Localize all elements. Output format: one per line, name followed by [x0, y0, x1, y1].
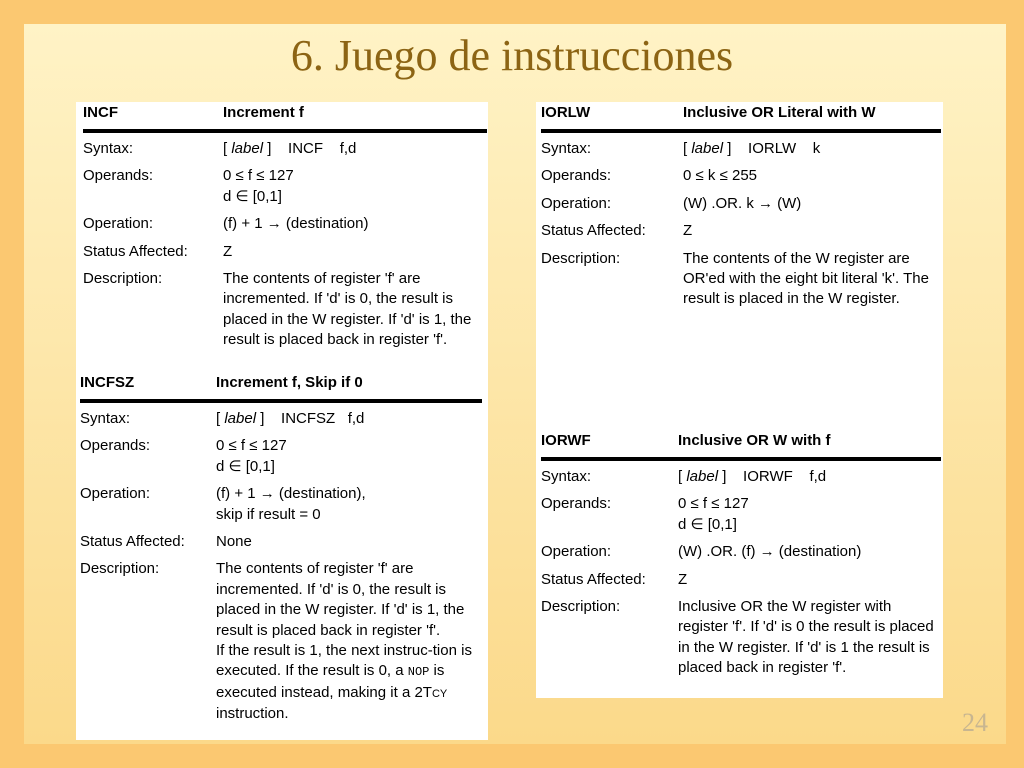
incfsz-syntax-label: Syntax: — [80, 410, 131, 427]
incfsz-syntax-rest: ] INCFSZ f,d — [256, 410, 365, 427]
incf-operation-label: Operation: — [83, 215, 154, 233]
incfsz-description-text: The contents of register 'f' are incremented. If 'd' is 0, the result is placed in the W register. If 'd' is 1, the result is placed back in register 'f'. If the result is 1, the next instruc-tion is executed. If the result is 0, a — [216, 560, 472, 680]
iorwf-mnemonic: IORWF — [541, 432, 591, 449]
iorwf-operands-value: 0 ≤ f ≤ 127 d ∈ [0,1] — [678, 495, 749, 533]
incf-syntax-open: [ — [223, 140, 232, 157]
incf-description-row — [83, 269, 487, 351]
iorwf-status-value: Z — [678, 570, 688, 588]
iorlw-operation-value: (W) .OR. k → (W) — [683, 194, 802, 212]
incf-mnemonic: INCF — [83, 104, 118, 121]
iorlw-mnemonic: IORLW — [541, 104, 591, 121]
incf-syntax-row — [83, 139, 487, 159]
iorwf-operands-row — [541, 494, 941, 535]
iorwf-status-label: Status Affected: — [541, 570, 646, 588]
iorwf-name: Inclusive OR W with f — [678, 432, 831, 449]
incfsz-description-label: Description: — [80, 560, 160, 578]
incf-rule — [83, 129, 487, 133]
incf-name: Increment f — [223, 104, 304, 121]
incf-status-row — [83, 242, 487, 262]
iorwf-block — [541, 430, 941, 686]
incf-description-value: The contents of register 'f' are incremented. If 'd' is 0, the result is placed in the W register. If 'd' is 1, the result is placed back in register 'f'. — [223, 270, 472, 349]
iorlw-syntax-row — [541, 139, 941, 159]
slide-title: 6. Juego de instrucciones — [290, 31, 734, 80]
right-instruction-panel — [536, 102, 943, 698]
iorlw-description-label: Description: — [541, 249, 621, 267]
incf-syntax-rest: ] INCF f,d — [263, 140, 357, 157]
iorwf-header — [541, 430, 941, 454]
incf-status-value: Z — [223, 242, 233, 260]
iorwf-syntax-label: Syntax: — [541, 468, 592, 485]
incf-syntax-label: Syntax: — [83, 140, 134, 157]
iorlw-name: Inclusive OR Literal with W — [683, 104, 876, 121]
incf-operands-row — [83, 166, 487, 207]
incf-operation-value: (f) + 1 → (destination) — [223, 215, 369, 233]
incf-status-label: Status Affected: — [83, 242, 188, 260]
iorwf-operation-value: (W) .OR. (f) → (destination) — [678, 543, 862, 561]
iorlw-operands-row — [541, 166, 941, 186]
iorlw-status-value: Z — [683, 222, 693, 240]
iorwf-description-label: Description: — [541, 598, 621, 616]
iorlw-syntax-label-italic: label — [691, 140, 724, 157]
incf-operands-value: 0 ≤ f ≤ 127 d ∈ [0,1] — [223, 167, 294, 205]
iorwf-operation-row — [541, 542, 941, 562]
incfsz-syntax-label-italic: label — [224, 410, 257, 427]
incfsz-operands-label: Operands: — [80, 437, 151, 455]
incf-operands-label: Operands: — [83, 167, 154, 185]
incfsz-block — [80, 372, 482, 732]
iorlw-status-label: Status Affected: — [541, 222, 646, 240]
incfsz-operation-row — [80, 484, 482, 525]
incfsz-description-cy: CY — [431, 687, 448, 700]
incfsz-operands-value: 0 ≤ f ≤ 127 d ∈ [0,1] — [216, 437, 287, 475]
incfsz-syntax-row — [80, 409, 482, 429]
incf-block — [83, 102, 487, 364]
incfsz-status-row — [80, 532, 482, 552]
page-number: 24 — [962, 708, 988, 737]
iorwf-syntax-label-italic: label — [686, 468, 719, 485]
iorwf-status-row — [541, 570, 941, 590]
iorwf-operands-label: Operands: — [541, 495, 612, 513]
incfsz-description-nop: NOP — [407, 665, 430, 680]
incf-operation-row — [83, 214, 487, 234]
iorlw-block — [541, 102, 941, 317]
incfsz-rule — [80, 399, 482, 403]
incf-description-label: Description: — [83, 270, 163, 288]
iorlw-syntax-label: Syntax: — [541, 140, 592, 157]
incf-syntax-label-italic: label — [231, 140, 264, 157]
incfsz-operation-value: (f) + 1 → (destination), skip if result = 0 — [216, 485, 366, 523]
iorlw-syntax-open: [ — [683, 140, 692, 157]
left-instruction-panel — [76, 102, 488, 740]
iorwf-syntax-open: [ — [678, 468, 687, 485]
incfsz-name: Increment f, Skip if 0 — [216, 374, 363, 391]
iorlw-header — [541, 102, 941, 126]
iorlw-status-row — [541, 221, 941, 241]
incfsz-syntax-open: [ — [216, 410, 225, 427]
iorlw-operands-label: Operands: — [541, 167, 612, 185]
incfsz-mnemonic: INCFSZ — [80, 374, 135, 391]
incf-header — [83, 102, 487, 126]
incfsz-status-value: None — [216, 533, 252, 551]
incfsz-status-label: Status Affected: — [80, 533, 185, 551]
iorwf-rule — [541, 457, 941, 461]
iorlw-syntax-rest: ] IORLW k — [723, 140, 821, 157]
iorwf-syntax-row — [541, 467, 941, 487]
incfsz-operation-label: Operation: — [80, 485, 151, 503]
incfsz-description-value — [216, 559, 482, 724]
incfsz-description-tail: is executed instead, making it a 2T — [216, 662, 445, 701]
iorwf-operation-label: Operation: — [541, 543, 612, 561]
incfsz-description-row — [80, 559, 482, 724]
incfsz-header — [80, 372, 482, 396]
iorlw-operands-value: 0 ≤ k ≤ 255 — [683, 167, 758, 185]
iorwf-syntax-rest: ] IORWF f,d — [718, 468, 827, 485]
iorlw-description-row — [541, 249, 941, 310]
iorwf-description-row — [541, 597, 941, 679]
iorlw-operation-row — [541, 194, 941, 214]
incfsz-operands-row — [80, 436, 482, 477]
iorwf-description-value: Inclusive OR the W register with register 'f'. If 'd' is 0 the result is placed in the W register. If 'd' is 1 the result is placed back in register 'f'. — [678, 598, 934, 677]
incfsz-description-end: instruction. — [216, 705, 289, 723]
iorlw-description-value: The contents of the W register are OR'ed with the eight bit literal 'k'. The result is placed in the W register. — [683, 249, 929, 308]
iorlw-operation-label: Operation: — [541, 194, 612, 212]
iorlw-rule — [541, 129, 941, 133]
